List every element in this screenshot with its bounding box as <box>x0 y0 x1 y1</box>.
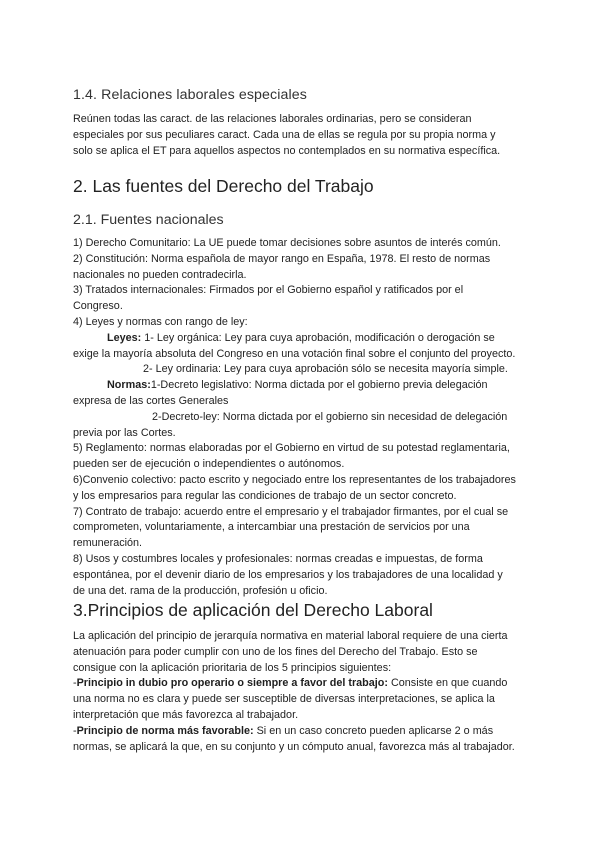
text-line: La aplicación del principio de jerarquía normativa en material laboral requiere de una cierta <box>73 630 508 642</box>
bullet-dash: - <box>73 724 77 737</box>
text-line: especiales por sus peculiares caract. Cada una de ellas se regula por su propia norma y <box>73 128 496 141</box>
text-line: 1) Derecho Comunitario: La UE puede tomar decisiones sobre asuntos de interés común. <box>73 237 501 249</box>
section-1-4-paragraph <box>73 112 533 159</box>
leyes-item-1: 1- Ley orgánica: Ley para cuya aprobación, modificación o derogación se <box>141 331 495 344</box>
text-line: interpretación que más favorezca al trabajador. <box>73 708 299 721</box>
text-line: 3) Tratados internacionales: Firmados por el Gobierno español y ratificados por el <box>73 284 464 297</box>
normas-line <box>73 378 533 394</box>
text-line: normas, se aplicará la que, en su conjunto y un cómputo anual, favorezca más al trabajador. <box>73 740 515 753</box>
text-line: 2) Constitución: Norma española de mayor rango en España, 1978. El resto de normas <box>73 252 491 265</box>
principio-2-line <box>73 724 533 740</box>
text-line: comprometen, voluntariamente, a intercambiar una prestación de servicios por una <box>73 521 470 534</box>
principio-2-title: Principio de norma más favorable: <box>76 724 254 737</box>
fuentes-nacionales-list <box>73 236 533 599</box>
text-line: previa por las Cortes. <box>73 426 176 439</box>
principio-1-text: Consiste en que cuando <box>387 677 508 690</box>
principio-2-text: Si en un caso concreto pueden aplicarse 2 o más <box>253 724 494 737</box>
text-line: 7) Contrato de trabajo: acuerdo entre el empresario y el trabajador firmantes, por el cual se <box>73 505 509 518</box>
text-line: exige la mayoría absoluta del Congreso en una votación final sobre el conjunto del proyecto. <box>73 347 516 360</box>
text-line: nacionales no pueden contradecirla. <box>73 268 247 281</box>
leyes-label: Leyes: <box>107 331 142 344</box>
text-line: espontánea, por el devenir diario de los empresarios y los trabajadores de una localidad y <box>73 568 503 581</box>
text-line: remuneración. <box>73 537 143 550</box>
section-3-heading: 3.Principios de aplicación del Derecho Laboral <box>73 600 433 620</box>
principio-1-line <box>73 676 533 692</box>
section-2-heading: 2. Las fuentes del Derecho del Trabajo <box>73 176 374 196</box>
text-line: una norma no es clara y puede ser susceptible de diversas interpretaciones, se aplica la <box>73 693 495 706</box>
bullet-dash: - <box>73 677 77 690</box>
text-line: Congreso. <box>73 300 123 313</box>
text-line: pueden ser de ejecución o independientes o autónomos. <box>73 458 345 471</box>
section-2-1-heading: 2.1. Fuentes nacionales <box>73 212 224 228</box>
text-line: 4) Leyes y normas con rango de ley: <box>73 315 248 328</box>
text-line: de una det. rama de la producción, profesión u oficio. <box>73 584 328 597</box>
normas-item-2: 2-Decreto-ley: Norma dictada por el gobierno sin necesidad de delegación <box>152 410 508 423</box>
leyes-line <box>73 331 533 347</box>
text-line: 8) Usos y costumbres locales y profesionales: normas creadas e impuestas, de forma <box>73 552 483 565</box>
text-line: solo se aplica el ET para aquellos aspectos no contemplados en su normativa específica. <box>73 144 501 157</box>
text-line: atenuación para poder cumplir con uno de los fines del Derecho del Trabajo. Esto se <box>73 645 478 658</box>
text-line: 5) Reglamento: normas elaboradas por el Gobierno en virtud de su potestad reglamentaria, <box>73 442 510 455</box>
text-line: 6)Convenio colectivo: pacto escrito y negociado entre los representantes de los trabajadores <box>73 473 516 486</box>
text-line: expresa de las cortes Generales <box>73 394 229 407</box>
text-line: Reúnen todas las caract. de las relaciones laborales ordinarias, pero se consideran <box>73 113 472 125</box>
text-line: y los empresarios para regular las condiciones de trabajo de un sector concreto. <box>73 489 457 502</box>
text-line: consigue con la aplicación prioritaria de los 5 principios siguientes: <box>73 661 392 674</box>
section-1-4-heading: 1.4. Relaciones laborales especiales <box>73 87 307 103</box>
principios-paragraph <box>73 629 533 755</box>
leyes-item-2: 2- Ley ordinaria: Ley para cuya aprobación sólo se necesita mayoría simple. <box>143 363 508 376</box>
normas-item-1: 1-Decreto legislativo: Norma dictada por el gobierno previa delegación <box>150 379 488 392</box>
principio-1-title: Principio in dubio pro operario o siempre a favor del trabajo: <box>76 677 388 690</box>
normas-label: Normas: <box>107 379 151 392</box>
